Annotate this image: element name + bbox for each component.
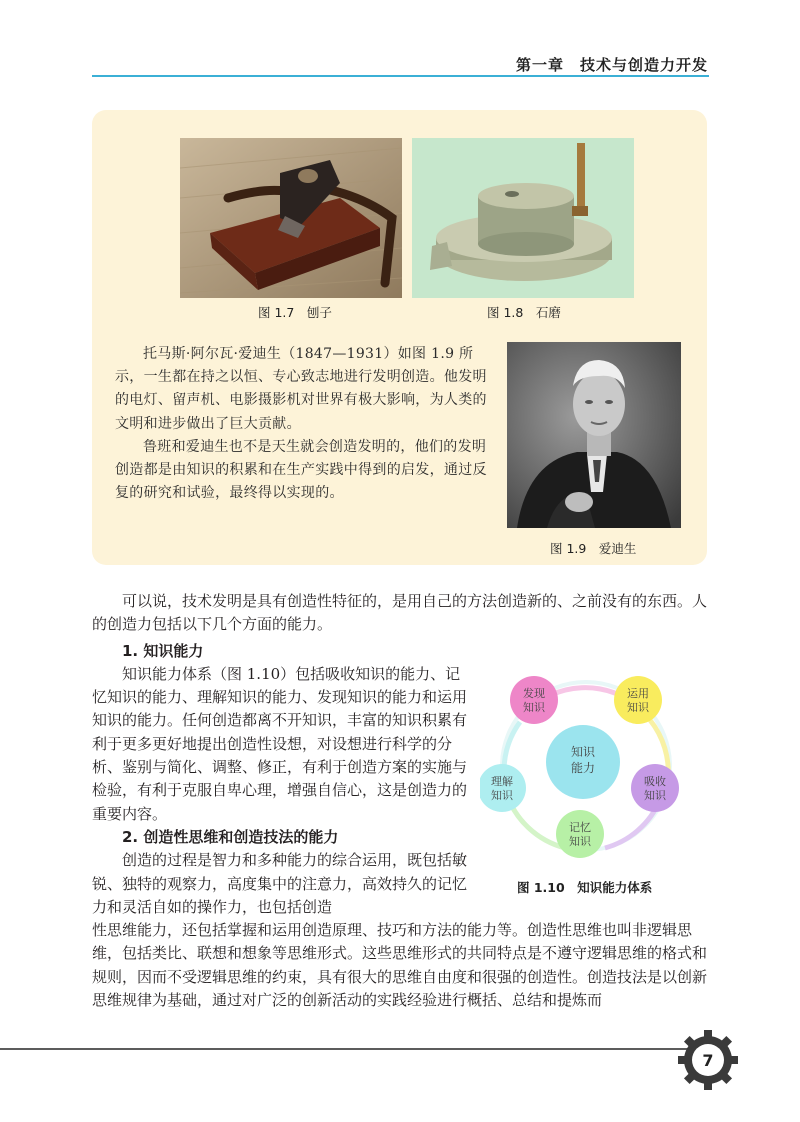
diagram-node-label: 记忆 <box>569 821 591 834</box>
chapter-title: 第一章 技术与创造力开发 <box>515 56 708 74</box>
page-number: 7 <box>702 1051 714 1070</box>
knowledge-ability-diagram <box>480 660 692 872</box>
paragraph-creative-a: 创造的过程是智力和多种能力的综合运用，既包括敏锐、独特的观察力，高度集中的注意力，高效持久的记忆力和灵活自如的操作力，也包括创造 <box>92 851 468 916</box>
figure-caption-diagram: 图 1.10 知识能力体系 <box>517 880 653 895</box>
diagram-node-label: 发现 <box>523 687 545 700</box>
figure-caption-plane: 图 1.7 刨子 <box>258 305 332 320</box>
diagram-node <box>614 676 662 724</box>
figure-caption-mill: 图 1.8 石磨 <box>487 305 561 320</box>
diagram-node-label: 知识 <box>644 789 666 802</box>
section-heading-1: 1. 知识能力 <box>122 641 204 660</box>
footer-rule <box>0 1048 700 1050</box>
figure-caption-edison: 图 1.9 爱迪生 <box>550 541 637 556</box>
paragraph-creative-b: 性思维能力，还包括掌握和运用创造原理、技巧和方法的能力等。创造性思维也叫非逻辑思维，包括类比、联想和想象等思维形式。这些思维形式的共同特点是不遵守逻辑思维的格式和规则，因而不受逻辑思维的约束，具有很大的思维自由度和很强的创造性。创造技法是以创新思维规律为基础，通过对广泛的创新活动的实践经验进行概括、总结和提炼而 <box>92 921 708 1010</box>
diagram-node-label: 理解 <box>491 775 513 788</box>
paragraph-knowledge: 知识能力体系（图 1.10）包括吸收知识的能力、记忆知识的能力、理解知识的能力、发现知识的能力和运用知识的能力。任何创造都离不开知识，丰富的知识积累有利于更多更好地提出创造性设想，对设想进行科学的分析、鉴别与简化、调整、修正，有利于创造方案的实施与检验，有利于克服自卑心理，增强自信心，这是创造力的重要内容。 <box>92 664 468 823</box>
stone-mill-image <box>412 138 634 298</box>
plane-image <box>180 138 402 298</box>
diagram-node <box>510 676 558 724</box>
diagram-node-label: 运用 <box>627 687 649 700</box>
diagram-node-label: 吸收 <box>644 775 666 788</box>
center-line-1: 知识 <box>570 745 596 759</box>
diagram-node-label: 知识 <box>523 701 545 714</box>
header-rule <box>92 75 709 77</box>
box-paragraph: 托马斯·阿尔瓦·爱迪生（1847—1931）如图 1.9 所示，一生都在持之以恒、专心致志地进行发明创造。他发明的电灯、留声机、电影摄影机对世界有极大影响，为人类的文明和进步做出了巨大贡献。 <box>115 346 487 432</box>
center-line-2: 能力 <box>570 761 596 775</box>
diagram-node <box>556 810 604 858</box>
gear-icon <box>676 1028 740 1092</box>
box-paragraph: 鲁班和爱迪生也不是天生就会创造发明的，他们的发明创造都是由知识的积累和在生产实践中得到的启发，通过反复的研究和试验，最终得以实现的。 <box>115 438 487 502</box>
diagram-node <box>631 764 679 812</box>
diagram-node <box>480 764 526 812</box>
section-heading-2: 2. 创造性思维和创造技法的能力 <box>122 827 339 846</box>
diagram-node-label: 知识 <box>627 701 649 714</box>
diagram-node-label: 知识 <box>491 789 513 802</box>
edison-portrait-image <box>507 342 681 528</box>
diagram-node-label: 知识 <box>569 835 591 848</box>
intro-paragraph: 可以说，技术发明是具有创造性特征的，是用自己的方法创造新的、之前没有的东西。人的创造力包括以下几个方面的能力。 <box>92 592 708 634</box>
box-text <box>115 343 495 505</box>
